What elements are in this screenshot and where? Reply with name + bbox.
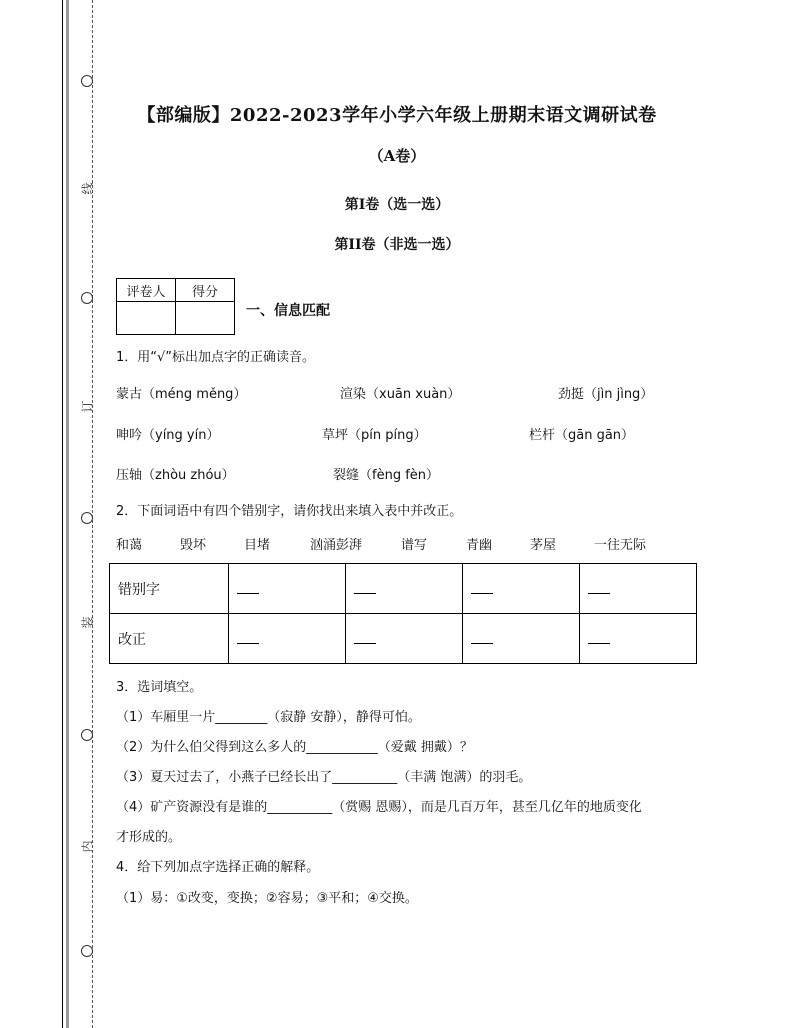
pronunciation-item: 压轴（zhòu zhóu）: [116, 468, 235, 483]
pronunciation-item: 裂缝（fèng fèn）: [333, 468, 440, 483]
fill-in-item-continuation: 才形成的。: [116, 830, 182, 845]
binding-char: 订: [80, 400, 95, 413]
word-item: 毁坏: [180, 538, 207, 553]
binding-hole-circle: [81, 292, 93, 304]
word-item: 目堵: [244, 538, 271, 553]
binding-char: 内: [80, 840, 95, 853]
word-item: 青幽: [466, 538, 493, 553]
question-1-prompt: 1．用“√”标出加点字的正确读音。: [116, 350, 316, 365]
answer-cell[interactable]: [463, 564, 580, 614]
answer-cell[interactable]: [346, 614, 463, 664]
question-3-prompt: 3．选词填空。: [116, 680, 203, 695]
answer-blank: [588, 643, 610, 644]
score-label: 得分: [176, 279, 235, 302]
answer-cell[interactable]: [463, 614, 580, 664]
grader-cell[interactable]: [117, 302, 176, 335]
fill-in-item: （3）夏天过去了，小燕子已经长出了__________（丰满 饱满）的羽毛。: [116, 770, 532, 785]
pronunciation-item: 蒙古（méng měng）: [116, 387, 247, 402]
answer-cell[interactable]: [580, 614, 697, 664]
fill-in-item: （1）车厢里一片________（寂静 安静），静得可怕。: [116, 710, 421, 725]
answer-cell[interactable]: [229, 564, 346, 614]
correction-row-label: 改正: [110, 614, 229, 664]
grader-label: 评卷人: [117, 279, 176, 302]
word-item: 谱写: [401, 538, 428, 553]
binding-char: 线: [80, 182, 95, 195]
binding-hole-circle: [81, 945, 93, 957]
section-title: 一、信息匹配: [246, 303, 330, 319]
pronunciation-item: 劲挺（jìn jìng）: [558, 387, 654, 402]
fill-in-item: （2）为什么伯父得到这么多人的___________（爱戴 拥戴）？: [116, 740, 473, 755]
volume-two-heading: 第II卷（非选一选）: [334, 237, 460, 253]
answer-cell[interactable]: [229, 614, 346, 664]
question-2-prompt: 2．下面词语中有四个错别字，请你找出来填入表中并改正。: [116, 504, 463, 519]
exam-title: 【部编版】2022-2023学年小学六年级上册期末语文调研试卷: [137, 105, 657, 126]
pronunciation-item: 草坪（pín píng）: [322, 428, 427, 443]
binding-hole-circle: [81, 75, 93, 87]
binding-hole-circle: [81, 512, 93, 524]
answer-cell[interactable]: [580, 564, 697, 614]
wrong-char-row-label: 错别字: [110, 564, 229, 614]
word-item: 茅屋: [530, 538, 557, 553]
answer-blank: [237, 593, 259, 594]
correction-table: [109, 563, 697, 664]
score-box: [116, 278, 235, 335]
volume-one-heading: 第I卷（选一选）: [344, 197, 450, 213]
answer-cell[interactable]: [346, 564, 463, 614]
pronunciation-item: 渲染（xuān xuàn）: [340, 387, 461, 402]
word-item: 汹涌彭湃: [310, 538, 363, 553]
answer-blank: [237, 643, 259, 644]
answer-blank: [354, 593, 376, 594]
question-4-prompt: 4．给下列加点字选择正确的解释。: [116, 860, 320, 875]
pronunciation-item: 呻吟（yíng yín）: [116, 428, 220, 443]
binding-hole-circle: [81, 729, 93, 741]
word-item: 和蔼: [116, 538, 143, 553]
answer-blank: [471, 643, 493, 644]
fill-in-item: （4）矿产资源没有是谁的__________（赏赐 恩赐），而是几百万年，甚至几亿年的地质变化: [116, 800, 642, 815]
score-cell[interactable]: [176, 302, 235, 335]
word-item: 一往无际: [594, 538, 647, 553]
definition-item: （1）易：①改变，变换；②容易；③平和；④交换。: [116, 891, 418, 906]
binding-char: 装: [80, 616, 95, 629]
answer-blank: [471, 593, 493, 594]
exam-subtitle: （A卷）: [368, 147, 426, 165]
answer-blank: [354, 643, 376, 644]
pronunciation-item: 栏杆（gān gān）: [529, 428, 635, 443]
answer-blank: [588, 593, 610, 594]
